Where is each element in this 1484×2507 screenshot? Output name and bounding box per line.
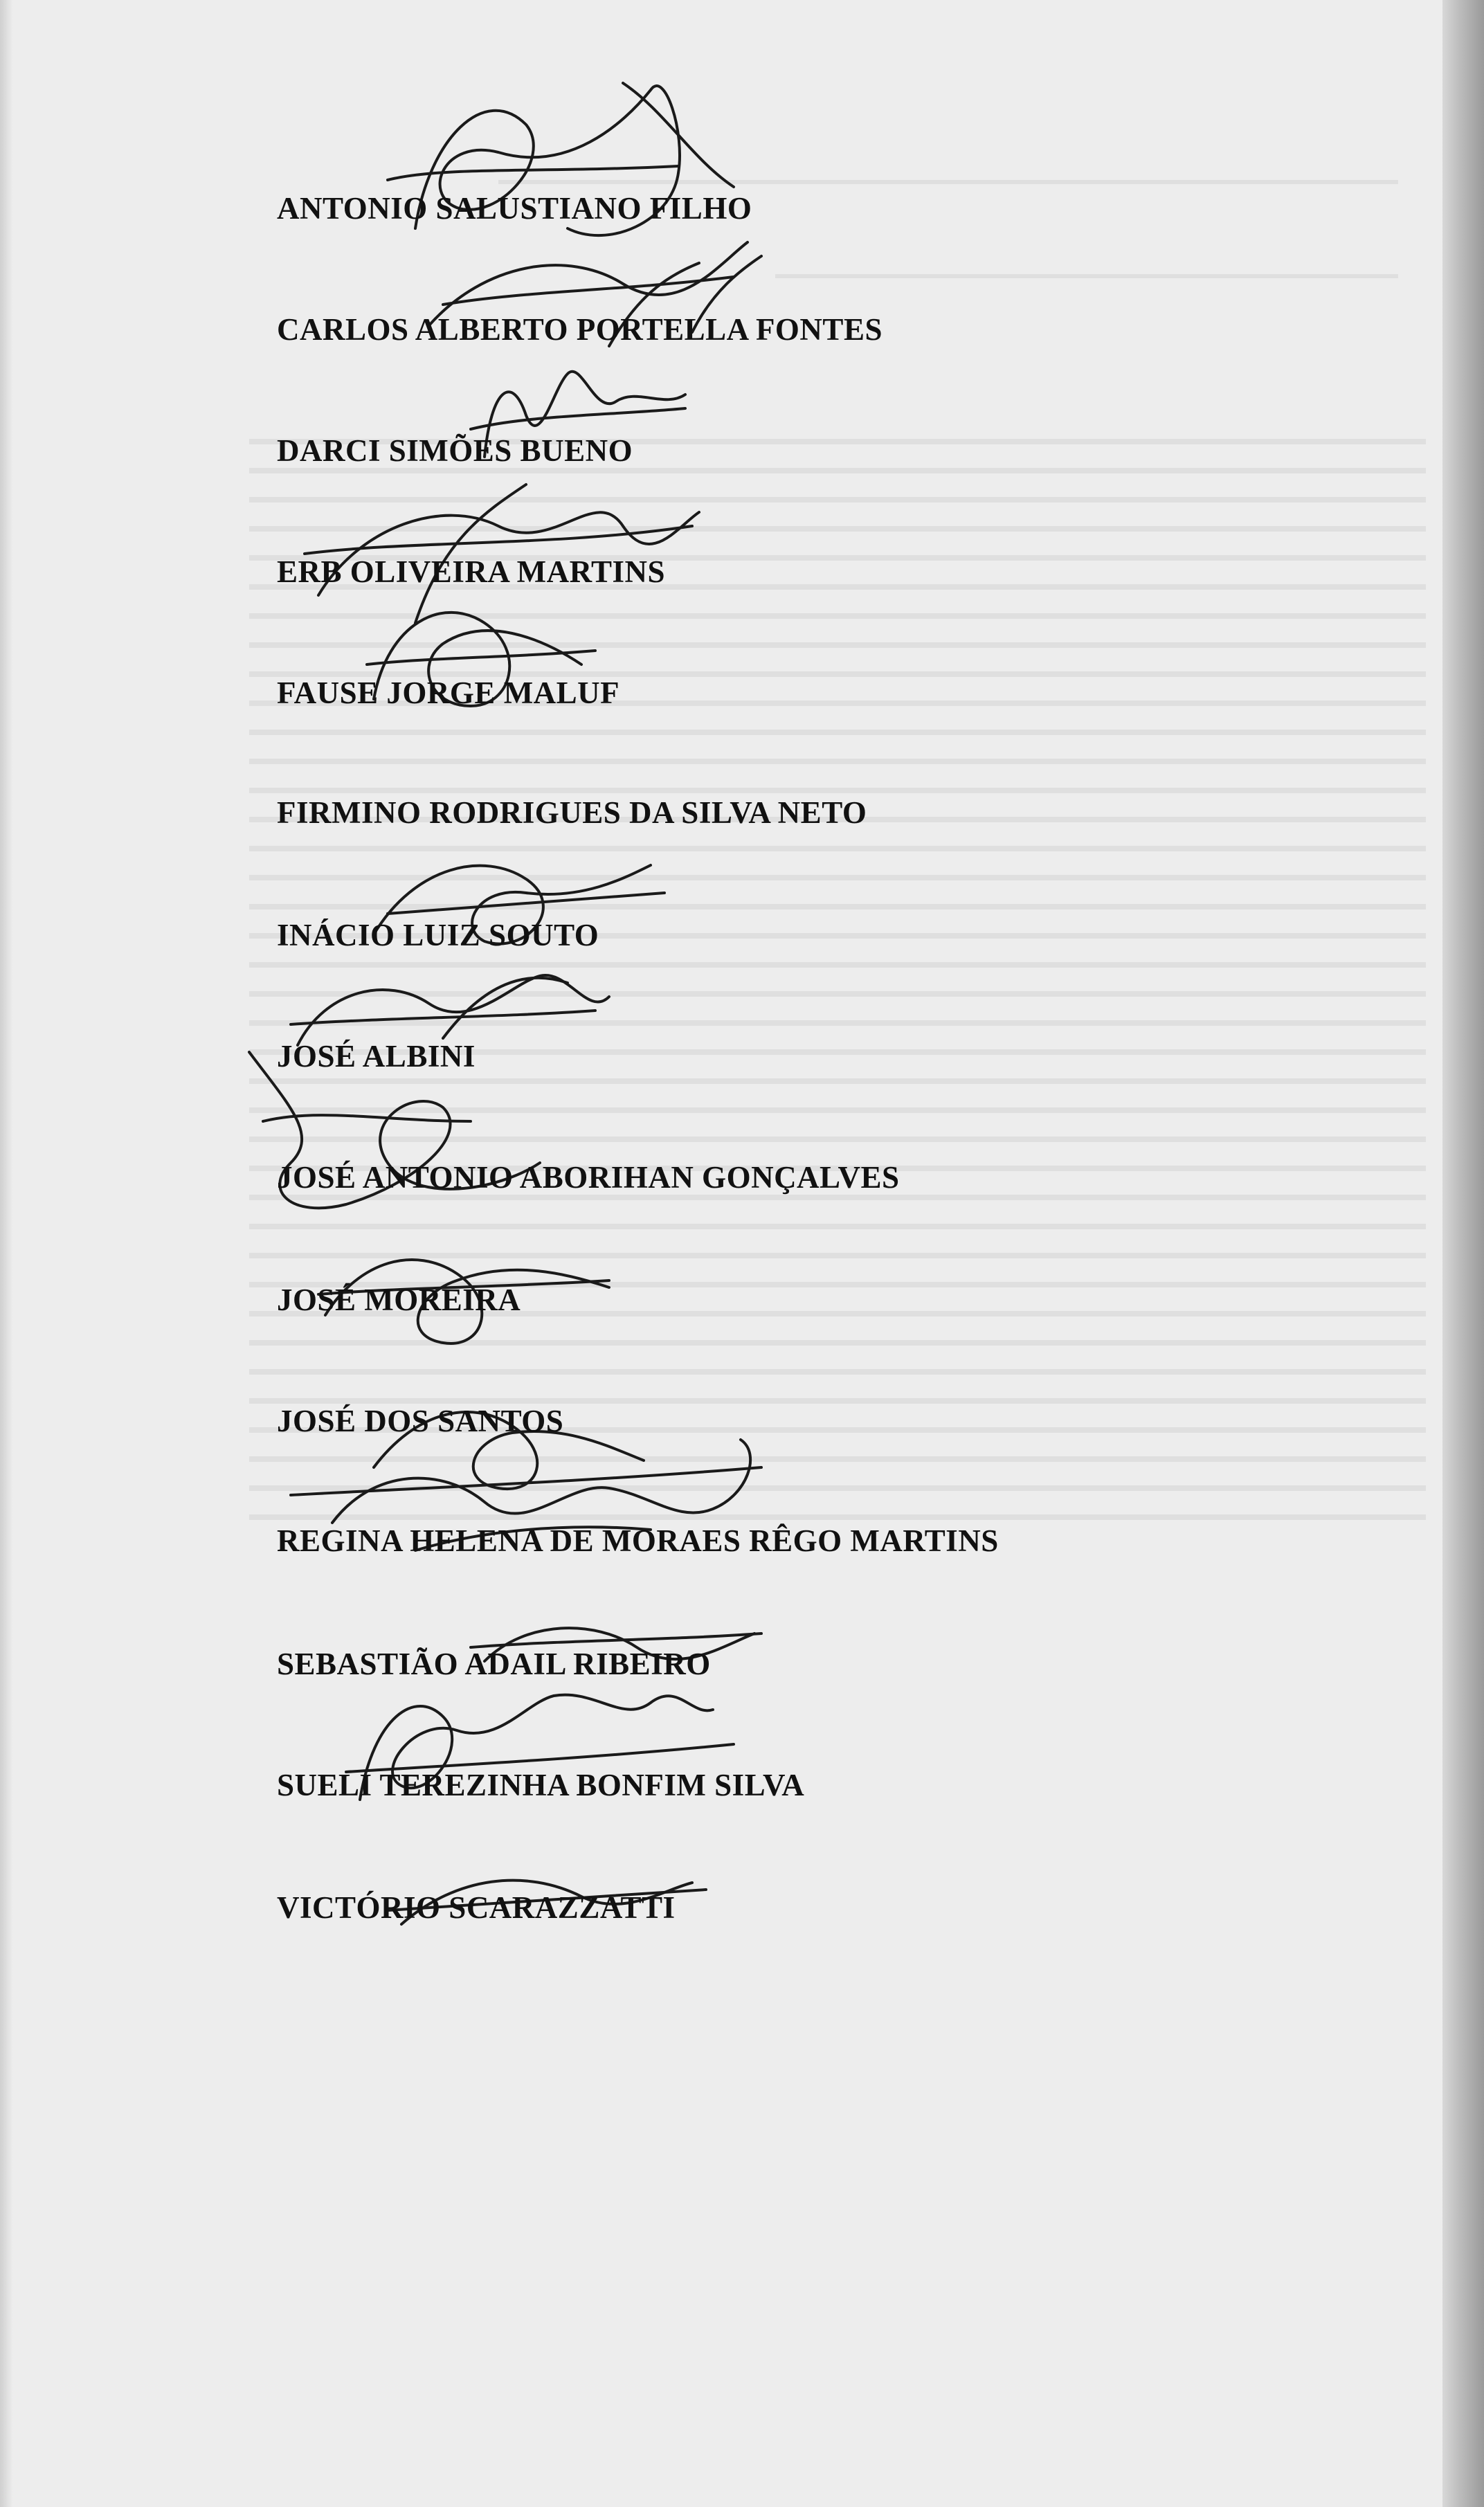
signatory-name: VICTÓRIO SCARAZZATTI — [277, 1890, 676, 1925]
signatory-name: FAUSE JORGE MALUF — [277, 676, 620, 710]
signatory-name: SEBASTIÃO ADAIL RIBEIRO — [277, 1647, 711, 1681]
signatory-name: ANTONIO SALUSTIANO FILHO — [277, 191, 752, 226]
signatory-name: REGINA HELENA DE MORAES RÊGO MARTINS — [277, 1523, 999, 1558]
signatory-name: JOSÉ ANTONIO ABORIHAN GONÇALVES — [277, 1160, 900, 1195]
signatory-name: JOSÉ MOREIRA — [277, 1283, 521, 1317]
signatory-name: JOSÉ ALBINI — [277, 1039, 476, 1074]
signatory-name: DARCI SIMÕES BUENO — [277, 433, 633, 468]
signatory-name: INÁCIO LUIZ SOUTO — [277, 918, 599, 952]
signatory-name: CARLOS ALBERTO PORTELLA FONTES — [277, 312, 883, 347]
signatory-name: ERB OLIVEIRA MARTINS — [277, 554, 666, 589]
signatory-name: FIRMINO RODRIGUES DA SILVA NETO — [277, 795, 867, 830]
signatory-name: SUELI TEREZINHA BONFIM SILVA — [277, 1768, 805, 1802]
signatory-name: JOSÉ DOS SANTOS — [277, 1404, 564, 1438]
